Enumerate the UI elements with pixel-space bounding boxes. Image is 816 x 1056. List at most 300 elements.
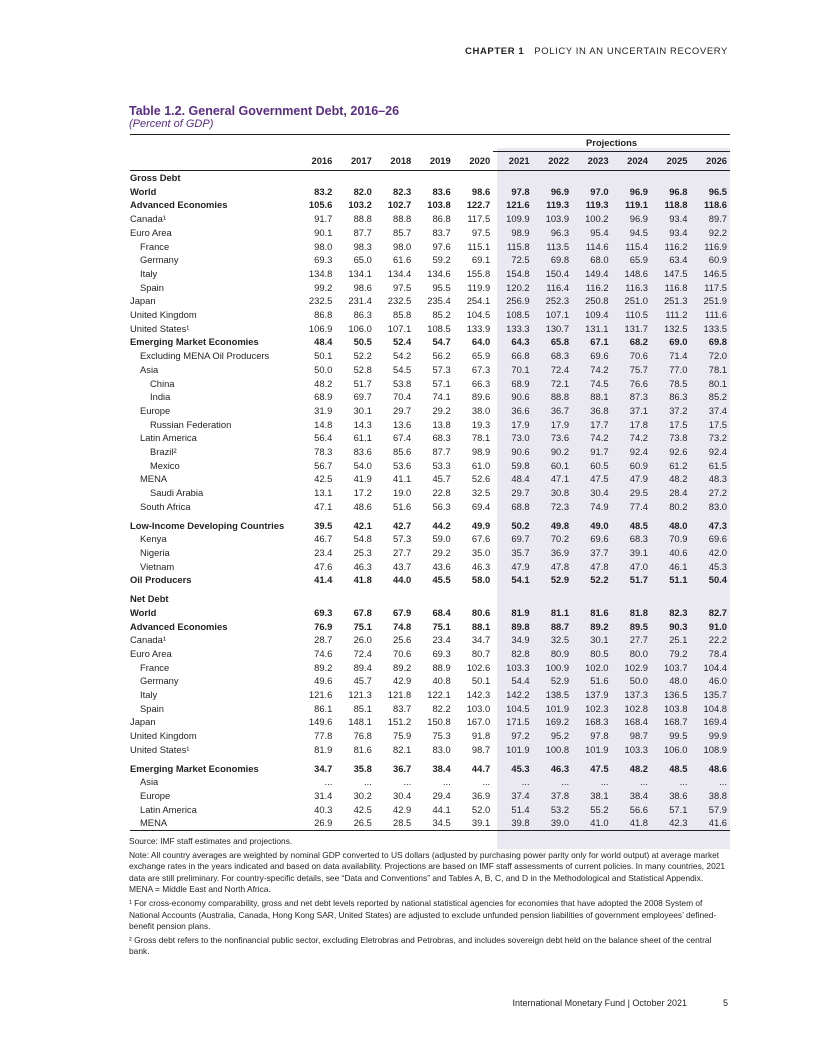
value-cell: 57.9 [708,803,727,815]
value-cell: 46.0 [708,675,727,687]
value-cell: 89.2 [314,661,333,673]
value-cell: 81.8 [629,606,648,618]
value-cell: 86.8 [432,213,451,225]
value-cell: ... [561,776,570,788]
value-cell: 231.4 [348,295,372,307]
year-header: 2025 [651,152,690,171]
value-cell: 22.2 [708,634,727,646]
value-cell: 36.9 [550,546,570,558]
value-cell: 103.2 [348,199,372,211]
value-cell: 39.1 [454,816,493,830]
value-cell: 103.3 [506,661,530,673]
value-cell: 68.3 [629,533,648,545]
value-cell: 23.4 [432,634,451,646]
year-header: 2024 [612,152,651,171]
value-cell: 108.5 [506,309,530,321]
value-cell: 69.3 [314,606,333,618]
value-cell: 60.9 [708,254,727,266]
value-cell: 93.4 [669,213,688,225]
value-cell: 52.0 [471,803,491,815]
value-cell: 71.4 [669,350,688,362]
value-cell: 37.7 [590,546,609,558]
table-row [130,240,730,254]
value-cell: 47.9 [629,473,648,485]
value-cell: 32.5 [550,634,570,646]
value-cell: 50.1 [471,675,491,687]
table-row [130,404,730,418]
value-cell: 36.8 [590,404,609,416]
row-label: Canada¹ [130,634,166,646]
value-cell: 13.1 [314,487,333,499]
value-cell: 59.8 [511,459,530,471]
table-row [130,212,730,226]
table-row [130,816,730,830]
value-cell: 54.2 [393,350,412,362]
value-cell: 90.1 [314,226,333,238]
value-cell: 110.5 [625,309,648,321]
value-cell: 115.8 [506,240,530,252]
value-cell: 155.8 [466,267,491,279]
value-cell: 122.7 [466,199,491,211]
value-cell: 44.7 [471,762,491,774]
value-cell: 256.9 [506,295,530,307]
value-cell: 48.2 [669,473,688,485]
value-cell: 83.2 [314,185,333,197]
row-label: Japan [130,295,156,307]
value-cell: 134.4 [387,267,412,279]
year-header: 2026 [690,152,730,171]
value-cell: 68.3 [432,432,451,444]
value-cell: 96.5 [708,185,727,197]
value-cell: 69.7 [511,533,530,545]
value-cell: 29.2 [432,546,451,558]
value-cell: 44.1 [432,803,451,815]
value-cell: 94.5 [629,226,648,238]
value-cell: 26.0 [353,634,372,646]
value-cell: 250.8 [585,295,609,307]
value-cell: 104.5 [466,309,491,321]
value-cell: 48.5 [669,762,688,774]
value-cell: 81.9 [511,606,530,618]
table-row [130,560,730,574]
value-cell: 80.0 [629,647,648,659]
value-cell: 37.4 [708,404,727,416]
table-row [130,688,730,702]
table-row [130,486,730,500]
value-cell: 130.7 [545,322,570,334]
value-cell: 53.6 [393,459,412,471]
chapter-label: CHAPTER 1 [465,46,525,57]
value-cell: 69.6 [590,533,609,545]
value-cell: 98.9 [511,226,530,238]
table-row [130,606,730,620]
table-row [130,519,730,533]
value-cell: 69.1 [471,254,491,266]
value-cell: 48.2 [629,762,648,774]
value-cell: 59.0 [432,533,451,545]
value-cell: 80.5 [590,647,609,659]
value-cell: 34.7 [471,634,491,646]
value-cell: 67.8 [353,606,372,618]
value-cell: 50.1 [314,350,333,362]
value-cell: 67.6 [471,533,491,545]
value-cell: 107.1 [545,309,570,321]
value-cell: 168.7 [663,716,688,728]
table-row [130,418,730,432]
value-cell: 102.9 [624,661,648,673]
value-cell: 111.6 [704,309,727,321]
projections-header-row [130,135,730,152]
value-cell: 36.9 [471,789,491,801]
table-row [130,349,730,363]
value-cell: 48.4 [314,336,333,348]
table-row [130,226,730,240]
section-label: Gross Debt [130,172,181,183]
value-cell: 30.4 [590,487,609,499]
value-cell: 169.2 [545,716,570,728]
value-cell: 48.4 [511,473,530,485]
value-cell: 39.8 [493,816,532,830]
value-cell: 87.3 [629,391,648,403]
value-cell: 50.2 [511,519,530,531]
value-cell: 92.6 [669,446,688,458]
value-cell: 132.5 [663,322,688,334]
value-cell: 17.5 [708,418,727,430]
year-header: 2016 [296,152,335,171]
value-cell: 45.7 [432,473,451,485]
value-cell: 142.2 [506,689,530,701]
row-label: Europe [140,404,171,416]
value-cell: 149.6 [308,716,333,728]
value-cell: 81.9 [314,743,333,755]
value-cell: 52.6 [471,473,491,485]
value-cell: 41.1 [393,473,412,485]
value-cell: 150.4 [545,267,570,279]
value-cell: 148.1 [348,716,372,728]
value-cell: ... [640,776,648,788]
value-cell: 35.8 [353,762,372,774]
value-cell: 83.0 [432,743,451,755]
value-cell: 150.8 [427,716,451,728]
value-cell: 88.9 [432,661,451,673]
row-label: United States¹ [130,322,190,334]
value-cell: 116.4 [546,281,570,293]
years-header-row [130,152,730,171]
row-label: Excluding MENA Oil Producers [140,350,270,362]
value-cell: 46.3 [471,560,491,572]
value-cell: 61.0 [471,459,491,471]
year-header: 2017 [335,152,374,171]
value-cell: 83.7 [393,702,412,714]
value-cell: 119.3 [585,199,609,211]
value-cell: 41.6 [690,816,730,830]
value-cell: 113.5 [546,240,570,252]
value-cell: 38.4 [432,762,451,774]
value-cell: 54.0 [353,459,372,471]
value-cell: 34.5 [414,816,453,830]
value-cell: 54.4 [511,675,530,687]
value-cell: 109.9 [506,213,530,225]
table-row [130,363,730,377]
section-label: Net Debt [130,593,169,605]
value-cell: 38.0 [471,404,491,416]
value-cell: 45.3 [511,762,530,774]
table-row [130,445,730,459]
value-cell: 74.2 [590,432,609,444]
value-cell: 46.3 [353,560,372,572]
value-cell: 70.6 [393,647,412,659]
value-cell: 69.7 [353,391,372,403]
value-cell: 85.6 [393,446,412,458]
value-cell: 89.5 [629,620,648,632]
table-row [130,546,730,560]
value-cell: 83.6 [432,185,451,197]
value-cell: 91.7 [590,446,609,458]
row-label: Nigeria [140,546,170,558]
value-cell: 41.0 [572,816,611,830]
value-cell: 100.2 [585,213,609,225]
value-cell: 117.5 [467,213,491,225]
value-cell: 52.8 [353,363,372,375]
value-cell: 149.4 [585,267,609,279]
value-cell: 95.4 [590,226,609,238]
row-label: Brazil² [150,446,177,458]
row-label: United Kingdom [130,309,197,321]
value-cell: 103.7 [663,661,688,673]
value-cell: 77.4 [629,500,648,512]
value-cell: 121.6 [308,689,333,701]
table-row [130,198,730,212]
value-cell: 45.3 [708,560,727,572]
value-cell: 88.8 [393,213,412,225]
value-cell: 39.1 [629,546,648,558]
value-cell: 56.2 [432,350,451,362]
value-cell: 76.9 [314,620,333,632]
value-cell: 96.3 [550,226,570,238]
value-cell: 42.0 [708,546,727,558]
row-label: World [130,606,157,618]
value-cell: 89.2 [393,661,412,673]
value-cell: 56.4 [314,432,333,444]
value-cell: 41.8 [353,574,372,586]
value-cell: 83.7 [432,226,451,238]
value-cell: 75.1 [353,620,372,632]
value-cell: 69.6 [708,533,727,545]
value-cell: 81.6 [353,743,372,755]
chapter-title: POLICY IN AN UNCERTAIN RECOVERY [534,46,728,57]
value-cell: 51.6 [590,675,609,687]
value-cell: 51.6 [393,500,412,512]
value-cell: 235.4 [427,295,451,307]
value-cell: 57.1 [669,803,688,815]
value-cell: 82.1 [393,743,412,755]
value-cell: 52.9 [550,574,570,586]
value-cell: 78.1 [471,432,491,444]
value-cell: 66.8 [511,350,530,362]
value-cell: 52.2 [590,574,609,586]
value-cell: 232.5 [308,295,333,307]
table-row [130,322,730,336]
value-cell: 104.8 [703,702,727,714]
value-cell: 37.1 [629,404,648,416]
value-cell: 50.5 [353,336,372,348]
value-cell: 88.1 [471,620,491,632]
value-cell: 137.9 [585,689,609,701]
year-header: 2023 [572,152,611,171]
value-cell: ... [679,776,688,788]
table-row [130,294,730,308]
value-cell: 47.8 [550,560,570,572]
value-cell: 75.7 [629,363,648,375]
year-header: 2018 [375,152,414,171]
value-cell: 65.8 [550,336,570,348]
value-cell: 99.5 [669,730,688,742]
value-cell: 148.6 [624,267,648,279]
value-cell: 81.1 [550,606,570,618]
footnote-2: ² Gross debt refers to the nonfinancial public sector, excluding Eletrobras and Petrobras, and includes sovereign debt held on the balance sheet of the central bank. [129,934,712,957]
value-cell: 96.9 [629,185,648,197]
debt-table-container [130,134,730,831]
section-header-row [130,171,730,185]
value-cell: 69.3 [314,254,333,266]
value-cell: 167.0 [466,716,491,728]
value-cell: 53.3 [432,459,451,471]
value-cell: 76.6 [629,377,648,389]
value-cell: 89.4 [353,661,372,673]
value-cell: 47.6 [314,560,333,572]
value-cell: 47.9 [511,560,530,572]
value-cell: 34.7 [314,762,333,774]
row-label: Advanced Economies [130,620,228,632]
value-cell: 73.6 [550,432,570,444]
value-cell: 56.7 [314,459,333,471]
value-cell: 59.2 [432,254,451,266]
value-cell: 131.7 [624,322,648,334]
value-cell: 116.3 [625,281,648,293]
value-cell: 103.3 [624,743,648,755]
value-cell: 30.1 [590,634,609,646]
value-cell: 92.2 [708,226,727,238]
value-cell: 60.9 [629,459,648,471]
value-cell: 56.6 [629,803,648,815]
value-cell: 68.4 [432,606,451,618]
value-cell: 29.7 [511,487,530,499]
value-cell: 72.0 [708,350,727,362]
value-cell: 48.2 [314,377,333,389]
value-cell: 61.1 [353,432,372,444]
row-label: MENA [130,816,296,830]
value-cell: 77.0 [669,363,688,375]
value-cell: 89.2 [590,620,609,632]
value-cell: 28.5 [375,816,414,830]
value-cell: 97.0 [590,185,609,197]
value-cell: 41.8 [612,816,651,830]
value-cell: 68.9 [314,391,333,403]
value-cell: 69.4 [471,500,491,512]
value-cell: 29.4 [432,789,451,801]
value-cell: 44.0 [393,574,412,586]
value-cell: 86.8 [314,309,333,321]
value-cell: 98.6 [471,185,491,197]
value-cell: 106.0 [348,322,372,334]
value-cell: 49.8 [550,519,570,531]
row-label: Germany [140,675,179,687]
row-label: Spain [140,702,164,714]
value-cell: 72.4 [550,363,570,375]
value-cell: 65.9 [471,350,491,362]
value-cell: 58.0 [471,574,491,586]
value-cell: 35.7 [511,546,530,558]
row-label: South Africa [140,500,191,512]
value-cell: 48.0 [669,519,688,531]
value-cell: 69.8 [550,254,570,266]
value-cell: 82.7 [708,606,727,618]
value-cell: 99.2 [314,281,333,293]
value-cell: 37.4 [511,789,530,801]
value-cell: 42.9 [393,675,412,687]
value-cell: 52.9 [550,675,570,687]
row-label: Latin America [140,432,197,444]
value-cell: 64.3 [511,336,530,348]
row-label: Asia [140,776,159,788]
value-cell: 77.8 [314,730,333,742]
row-label: Germany [140,254,179,266]
value-cell: 13.6 [393,418,412,430]
value-cell: 28.4 [669,487,688,499]
value-cell: 134.8 [308,267,333,279]
value-cell: ... [363,776,372,788]
running-header [465,46,728,57]
value-cell: 69.3 [432,647,451,659]
value-cell: 26.9 [296,816,335,830]
value-cell: 135.7 [703,689,727,701]
table-row [130,500,730,514]
value-cell: 47.1 [550,473,570,485]
value-cell: 90.6 [511,391,530,403]
value-cell: 97.5 [393,281,412,293]
value-cell: 90.6 [511,446,530,458]
value-cell: 72.1 [550,377,570,389]
general-note: Note: All country averages are weighted by nominal GDP converted to US dollars (adjusted by purchasing power parity only for world output) at average market exchange rates in the years indicated and based on data availability. Projections are based on IMF staff assessments of current policies. In many countries, 2021 data are still preliminary. For country-specific details, see “Data and Conventions” and Tables A, B, C, and D in the Methodological and Statistical Appendix. MENA = Middle East and North Africa. [129,849,726,895]
value-cell: 29.7 [393,404,412,416]
value-cell: 70.6 [629,350,648,362]
value-cell: 69.8 [708,336,727,348]
value-cell: ... [600,776,609,788]
value-cell: 121.8 [387,689,412,701]
value-cell: 118.8 [664,199,688,211]
value-cell: 60.1 [550,459,570,471]
value-cell: 103.8 [427,199,451,211]
table-row [130,573,730,587]
value-cell: 102.3 [585,702,609,714]
table-row [130,185,730,199]
value-cell: 38.6 [669,789,688,801]
value-cell: 168.3 [585,716,609,728]
row-label: Kenya [140,533,167,545]
value-cell: 102.0 [585,661,609,673]
value-cell: 19.3 [471,418,491,430]
value-cell: 63.4 [669,254,688,266]
value-cell: 68.0 [590,254,609,266]
value-cell: 90.3 [669,620,688,632]
value-cell: 91.0 [708,620,727,632]
value-cell: 78.4 [708,647,727,659]
value-cell: 103.0 [466,702,491,714]
value-cell: 102.6 [466,661,491,673]
value-cell: 78.3 [314,446,333,458]
table-row [130,253,730,267]
value-cell: 25.6 [393,634,412,646]
